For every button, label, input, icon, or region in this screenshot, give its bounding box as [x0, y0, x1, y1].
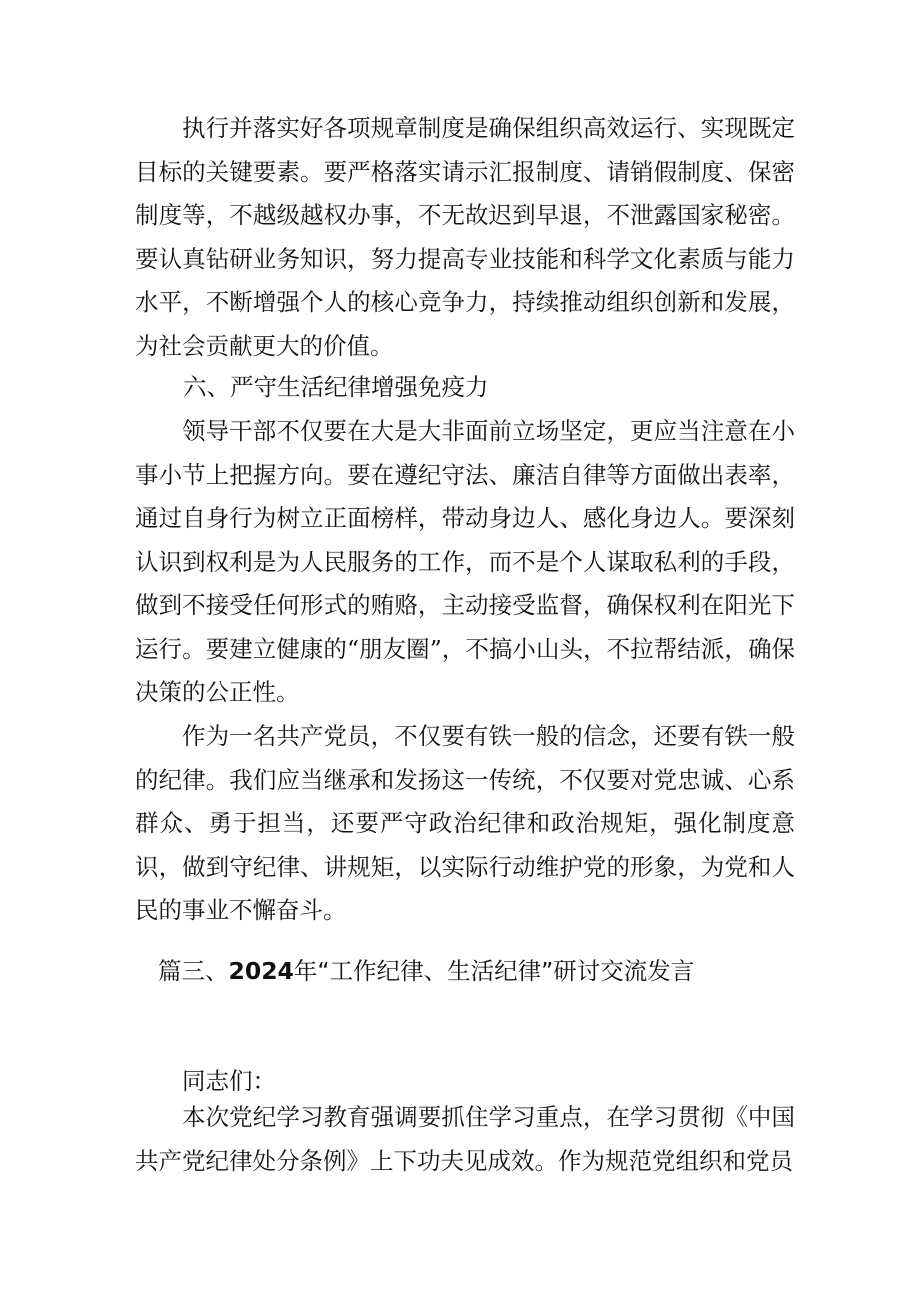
section-heading-life-discipline: 六、严守生活纪律增强免疫力 — [183, 373, 489, 401]
body-paragraph-leading-cadres: 领导干部不仅要在大是大非面前立场坚定，更应当注意在小事小节上把握方向。要在遵纪守法、廉洁自律等方面做出表率，通过自身行为树立正面榜样，带动身边人、感化身边人。要深刻认识到权利是为人民服务的工作，而不是个人谋取私利的手段，做到不接受任何形式的贿赂，主动接受监督，确保权利在阳光下运行。要建立健康的“朋友圈”，不搞小山头，不拉帮结派，确保决策的公正性。 — [135, 417, 795, 706]
body-paragraph-rules-and-regulations: 执行并落实好各项规章制度是确保组织高效运行、实现既定目标的关键要素。要严格落实请示汇报制度、请销假制度、保密制度等，不越级越权办事，不无故迟到早退，不泄露国家秘密。要认真钻研业务知识，努力提高专业技能和科学文化素质与能力水平，不断增强个人的核心竞争力，持续推动组织创新和发展，为社会贡献更大的价值。 — [135, 114, 795, 360]
article-heading-year: 2024 — [228, 957, 294, 985]
article-heading-prefix: 篇三、 — [158, 957, 229, 985]
body-paragraph-study-education: 本次党纪学习教育强调要抓住学习重点，在学习贯彻《中国共产党纪律处分条例》上下功夫见成效。作为规范党组织和党员 — [135, 1103, 795, 1175]
greeting-line: 同志们： — [182, 1067, 276, 1095]
article-heading — [158, 950, 694, 994]
body-paragraph-party-member: 作为一名共产党员，不仅要有铁一般的信念，还要有铁一般的纪律。我们应当继承和发扬这一传统，不仅要对党忠诚、心系群众、勇于担当，还要严守政治纪律和政治规矩，强化制度意识，做到守纪律、讲规矩，以实际行动维护党的形象，为党和人民的事业不懈奋斗。 — [135, 722, 795, 924]
article-heading-rest: 年“工作纪律、生活纪律”研讨交流发言 — [293, 957, 695, 985]
